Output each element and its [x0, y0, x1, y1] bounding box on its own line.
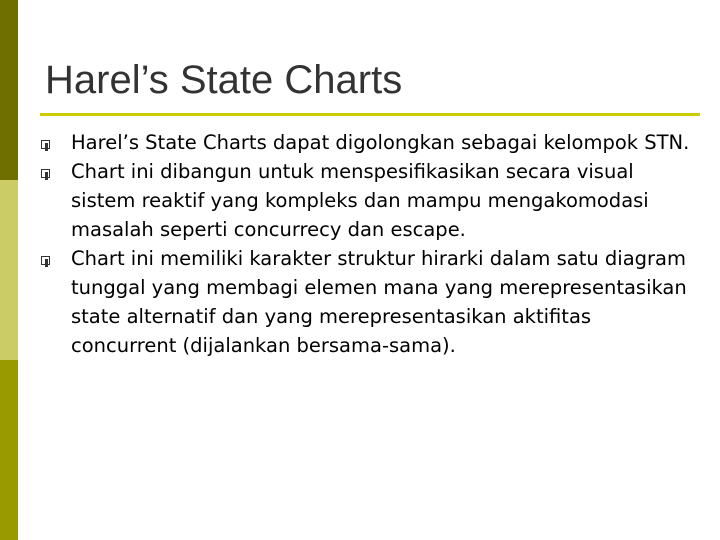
bullet-text: Chart ini dibangun untuk menspesifikasikan secara visual sistem reaktif yang kompleks dan mampu mengakomodasi masalah seperti concurrecy dan escape. [71, 160, 649, 241]
square-bullet-icon [41, 169, 50, 178]
square-bullet-icon [41, 256, 50, 265]
bullet-list [40, 128, 690, 360]
bullet-text: Chart ini memiliki karakter struktur hirarki dalam satu diagram tunggal yang membagi elemen mana yang merepresentasikan state alternatif dan yang merepresentasikan aktifitas concurrent (dijalankan bersama-sama). [71, 247, 687, 357]
side-accent-bar-top [0, 0, 18, 180]
bullet-item [40, 128, 690, 157]
side-accent-bar-bottom [0, 360, 18, 540]
bullet-item [40, 244, 690, 360]
title-underline [40, 113, 700, 116]
side-accent-bar-middle [0, 180, 18, 360]
bullet-text: Harel’s State Charts dapat digolongkan sebagai kelompok STN. [71, 131, 690, 154]
bullet-item [40, 157, 690, 244]
square-bullet-icon [41, 140, 50, 149]
slide-title: Harel’s State Charts [45, 58, 403, 102]
